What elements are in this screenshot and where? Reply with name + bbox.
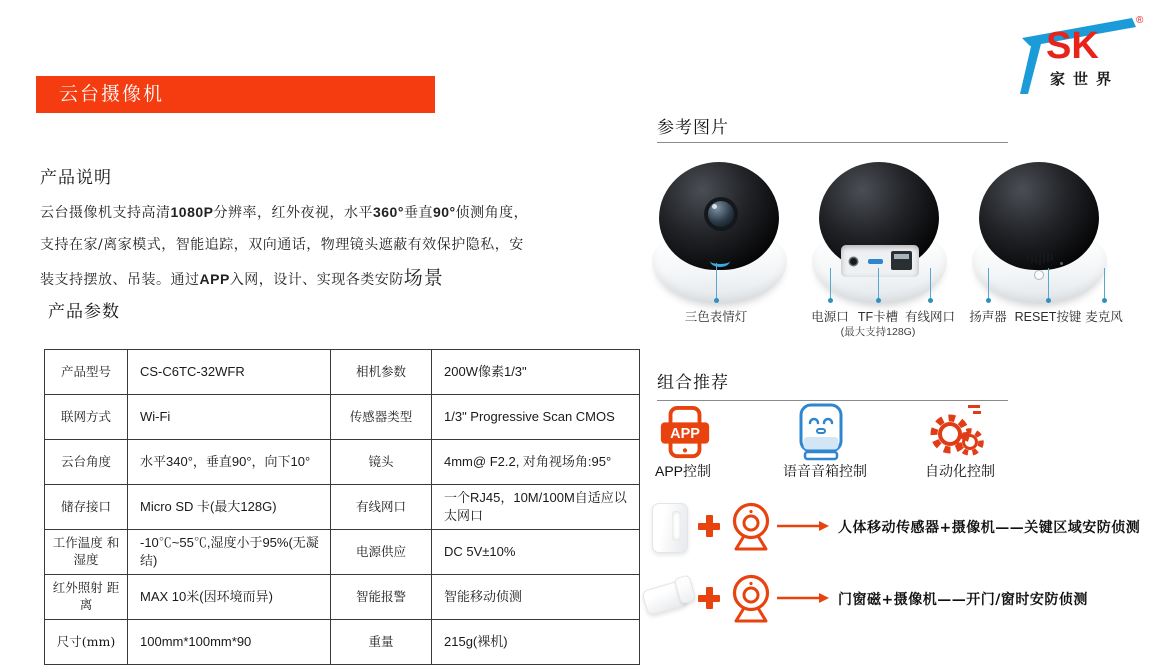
label-reset: RESET按键 — [1014, 310, 1082, 324]
callout-dot — [1046, 298, 1051, 303]
callout-dot — [1102, 298, 1107, 303]
param-label: 红外照射 距离 — [45, 575, 128, 620]
label-speaker: 扬声器 — [969, 310, 1007, 324]
callout-line — [878, 268, 879, 298]
callout-line — [988, 268, 989, 298]
label-tf-slot: TF卡槽 — [857, 310, 899, 324]
parameters-heading: 产品参数 — [48, 302, 120, 322]
label-tf-note: (最大支持128G) — [840, 326, 916, 338]
desc-seg-bold: 90° — [432, 204, 456, 220]
combo-row-text: 人体移动传感器+摄像机——关键区域安防侦测 — [838, 520, 1141, 536]
param-label: 工作温度 和湿度 — [45, 530, 128, 575]
voice-speaker-icon — [798, 403, 844, 463]
param-value: 215g(裸机) — [432, 620, 640, 665]
arrow-icon — [777, 519, 829, 533]
desc-seg-bold: 1080P — [170, 204, 214, 220]
motion-sensor-icon — [652, 503, 688, 553]
reset-button-icon — [1034, 270, 1044, 280]
callout-line — [1104, 268, 1105, 298]
callout-dot — [928, 298, 933, 303]
table-row — [45, 575, 640, 620]
label-voice-control: 语音音箱控制 — [783, 463, 867, 479]
param-value: 1/3" Progressive Scan CMOS — [432, 395, 640, 440]
description-heading: 产品说明 — [40, 168, 112, 188]
desc-seg: 入网，设计、实现各类安防 — [229, 272, 404, 288]
description-line-3 — [40, 263, 444, 290]
param-label: 储存接口 — [45, 485, 128, 530]
desc-seg-large: 场景 — [403, 267, 444, 289]
param-value: 200W像素1/3" — [432, 350, 640, 395]
banner-title: 云台摄像机 — [59, 83, 165, 105]
mic-hole-icon — [1060, 262, 1063, 265]
table-row — [45, 485, 640, 530]
description-line-1 — [40, 202, 528, 222]
callout-dot — [828, 298, 833, 303]
camera-side-image — [972, 160, 1107, 310]
description-line-2: 支持在家/离家模式，智能追踪，双向通话，物理镜头遮蔽有效保护隐私，安 — [40, 237, 524, 253]
callout-line — [830, 268, 831, 298]
automation-icon — [928, 403, 986, 459]
plus-icon — [698, 587, 720, 609]
divider — [657, 142, 1008, 143]
param-value: DC 5V±10% — [432, 530, 640, 575]
app-icon-text: APP — [670, 425, 700, 442]
combo-heading: 组合推荐 — [657, 373, 729, 393]
callout-line — [1048, 268, 1049, 298]
desc-seg: 垂直 — [403, 205, 433, 221]
tsk-logo-graphic — [1008, 8, 1156, 96]
power-port-icon — [850, 258, 857, 265]
label-app-control: APP控制 — [655, 463, 712, 479]
param-value: CS-C6TC-32WFR — [128, 350, 331, 395]
webcam-icon — [727, 500, 775, 554]
param-label: 联网方式 — [45, 395, 128, 440]
table-row — [45, 530, 640, 575]
arrow-icon — [777, 591, 829, 605]
logo-sk-text: SK — [1046, 25, 1099, 67]
brand-logo — [1008, 8, 1156, 96]
param-label: 电源供应 — [331, 530, 432, 575]
callout-line — [716, 263, 717, 299]
camera-front-image — [652, 160, 787, 310]
callout-line — [930, 268, 931, 298]
param-label: 云台角度 — [45, 440, 128, 485]
logo-registered-mark: ® — [1136, 15, 1144, 26]
desc-seg: 云台摄像机支持高清 — [40, 205, 171, 221]
table-row — [45, 350, 640, 395]
rj45-port-icon — [891, 251, 912, 270]
logo-t-stem-shape — [1020, 40, 1042, 94]
param-value: 4mm@ F2.2, 对角视场角:95° — [432, 440, 640, 485]
param-value: Micro SD 卡(最大128G) — [128, 485, 331, 530]
param-label: 相机参数 — [331, 350, 432, 395]
callout-dot — [876, 298, 881, 303]
reference-heading: 参考图片 — [657, 118, 729, 138]
callout-dot — [986, 298, 991, 303]
table-row — [45, 395, 640, 440]
status-light — [710, 255, 730, 267]
reference-section — [640, 105, 1170, 658]
speaker-grille-icon — [1018, 248, 1062, 266]
label-automation-control: 自动化控制 — [925, 463, 995, 479]
logo-subtitle: 家世界 — [1050, 70, 1120, 88]
plus-icon — [698, 515, 720, 537]
app-control-icon — [658, 406, 712, 462]
param-label: 重量 — [331, 620, 432, 665]
desc-seg: 装支持摆放、吊装。通过 — [40, 272, 200, 288]
param-value: Wi-Fi — [128, 395, 331, 440]
param-label: 有线网口 — [331, 485, 432, 530]
param-value: 一个RJ45，10M/100M自适应以太网口 — [432, 485, 640, 530]
param-label: 智能报警 — [331, 575, 432, 620]
callout-dot — [714, 298, 719, 303]
webcam-icon — [727, 572, 775, 626]
desc-seg: 侦测角度， — [455, 205, 529, 221]
door-sensor-icon — [644, 575, 700, 621]
label-power-port: 电源口 — [811, 310, 849, 324]
camera-lens — [704, 197, 738, 231]
camera-rear-image — [812, 160, 947, 310]
desc-seg-bold: APP — [199, 271, 230, 287]
parameters-table — [44, 349, 640, 665]
label-mic: 麦克风 — [1085, 310, 1123, 324]
label-lan-port: 有线网口 — [904, 310, 955, 324]
param-value: 水平340°，垂直90°，向下10° — [128, 440, 331, 485]
table-row — [45, 440, 640, 485]
param-value: 智能移动侦测 — [432, 575, 640, 620]
param-value: -10℃~55℃,湿度小于95%(无凝结) — [128, 530, 331, 575]
desc-seg: 分辨率，红外夜视，水平 — [213, 205, 373, 221]
param-label: 产品型号 — [45, 350, 128, 395]
param-value: MAX 10米(因环境而异) — [128, 575, 331, 620]
param-value: 100mm*100mm*90 — [128, 620, 331, 665]
param-label: 镜头 — [331, 440, 432, 485]
desc-seg-bold: 360° — [372, 204, 404, 220]
param-label: 尺寸(mm) — [45, 620, 128, 665]
port-panel — [841, 245, 919, 277]
divider — [657, 400, 1008, 401]
tf-slot-icon — [868, 259, 883, 264]
product-banner — [36, 76, 435, 113]
combo-row-text: 门窗磁+摄像机——开门/窗时安防侦测 — [838, 592, 1088, 608]
label-status-light: 三色表情灯 — [684, 310, 748, 324]
param-label: 传感器类型 — [331, 395, 432, 440]
